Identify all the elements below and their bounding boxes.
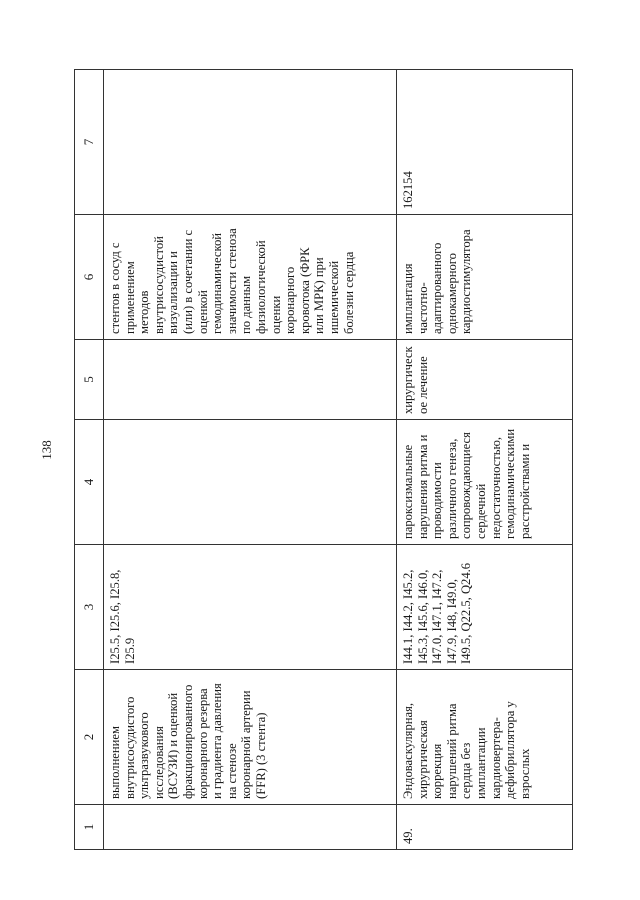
diagnosis-cell: пароксизмальные нарушения ритма и проводимости различного генеза, сопровождающиеся сердечной недостаточностью, гемодинамическими расстройствами и [397,420,573,545]
column-header: 3 [75,545,104,670]
column-header: 1 [75,805,104,850]
table-container [74,70,564,850]
procedure-name-cell: Эндоваскулярная, хирургическая коррекция нарушений ритма сердца без имплантации кардиовертера- дефибриллятора у взрослых [397,670,573,805]
table-row [104,70,397,850]
icd-codes-cell: I25.5, I25.6, I25.8, I25.9 [104,545,397,670]
page-number-text: 138 [39,440,54,460]
method-cell: имплантация частотно- адаптированного однокамерного кардиостимулятора [397,215,573,340]
treatment-type-cell [104,340,397,420]
row-number-cell: 49. [397,805,573,850]
procedure-name-cell: выполнением внутрисосудистого ультразвукового исследования (ВСУЗИ) и оценкой фракционированного коронарного резерва и градиента давления на стенозе коронарной артерии (FFR) (3 стента) [104,670,397,805]
row-number-cell [104,805,397,850]
page-number [35,430,59,470]
cost-cell [104,70,397,215]
column-header: 6 [75,215,104,340]
column-header: 2 [75,670,104,805]
column-header: 7 [75,70,104,215]
treatment-type-cell: хирургическ ое лечение [397,340,573,420]
method-cell: стентов в сосуд с применением методов внутрисосудистой визуализации и (или) в сочетании с оценкой гемодинамической значимости стеноза по данным физиологической оценки коронарного кровотока (ФРК или МРК) при ишемической болезни сердца [104,215,397,340]
column-header: 4 [75,420,104,545]
table-row [397,70,573,850]
column-header: 5 [75,340,104,420]
cost-cell: 162154 [397,70,573,215]
services-table [74,69,573,850]
diagnosis-cell [104,420,397,545]
icd-codes-cell: I44.1, I44.2, I45.2, I45.3, I45.6, I46.0, I47.0, I47.1, I47.2, I47.9, I48, I49.0, I49.5, Q22.5, Q24.6 [397,545,573,670]
table-header-row [75,70,104,850]
